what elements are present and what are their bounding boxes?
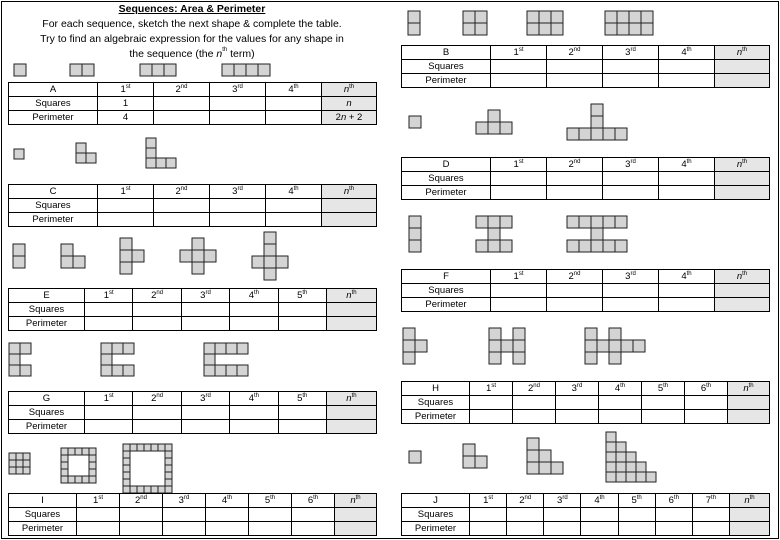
column-header: 3rd (603, 46, 659, 60)
nth-term-header: $n^{th}$ (728, 382, 770, 396)
nth-term-header: $n^{th}$ (715, 46, 770, 60)
nth-term-cell-squares[interactable]: n (322, 97, 377, 111)
table-cell-perimeter[interactable] (210, 111, 266, 125)
table-cell-perimeter[interactable] (163, 522, 206, 536)
column-header: 2nd (154, 185, 210, 199)
nth-term-header: $n^{th}$ (715, 158, 770, 172)
table-cell-perimeter[interactable] (581, 522, 618, 536)
instruction-line-3: the sequence (the $n^{th}$ term) (129, 47, 255, 60)
column-header: 4th (230, 289, 278, 303)
table-cell-squares[interactable] (77, 508, 120, 522)
column-header: 1st (470, 494, 507, 508)
column-header: 4th (599, 382, 642, 396)
row-label-squares: Squares (9, 406, 85, 420)
nth-term-header: $n^{th}$ (322, 83, 377, 97)
table-cell-squares[interactable] (642, 396, 685, 410)
table-cell-perimeter[interactable] (266, 111, 322, 125)
table-cell-squares[interactable] (581, 508, 618, 522)
column-header: 6th (655, 494, 692, 508)
table-cell-perimeter[interactable] (685, 410, 728, 424)
table-cell-perimeter[interactable] (659, 74, 715, 88)
column-header: 6th (292, 494, 335, 508)
shape-b-3 (527, 11, 563, 35)
table-cell-squares[interactable] (120, 508, 163, 522)
nth-term-cell-perimeter[interactable] (326, 420, 376, 434)
table-cell-squares[interactable] (556, 396, 599, 410)
table-cell-perimeter[interactable] (655, 522, 692, 536)
table-cell-perimeter[interactable] (278, 420, 326, 434)
nth-term-cell-squares[interactable] (715, 60, 770, 74)
table-name: I (9, 494, 77, 508)
table-cell-perimeter[interactable] (491, 186, 547, 200)
column-header: 3rd (181, 392, 229, 406)
worksheet-title: Sequences: Area & Perimeter (118, 3, 266, 15)
table-h (401, 381, 770, 424)
table-j (401, 493, 770, 536)
nth-term-header: $n^{th}$ (335, 494, 377, 508)
shape-e-1 (13, 244, 25, 268)
nth-term-cell-perimeter[interactable]: 2n + 2 (322, 111, 377, 125)
table-cell-perimeter[interactable] (659, 186, 715, 200)
shape-f-1 (409, 216, 421, 252)
row-label-squares: Squares (402, 284, 491, 298)
table-cell-squares[interactable] (266, 199, 322, 213)
column-header: 1st (491, 46, 547, 60)
row-label-squares: Squares (402, 396, 470, 410)
table-cell-squares[interactable] (266, 97, 322, 111)
table-cell-squares[interactable] (85, 406, 133, 420)
table-name: C (9, 185, 98, 199)
table-cell-perimeter[interactable] (491, 74, 547, 88)
table-cell-perimeter[interactable] (120, 522, 163, 536)
table-cell-squares[interactable] (491, 284, 547, 298)
table-cell-perimeter[interactable] (547, 186, 603, 200)
column-header: 4th (266, 83, 322, 97)
row-label-squares: Squares (402, 172, 491, 186)
table-cell-squares[interactable] (249, 508, 292, 522)
shape-d-2 (476, 110, 512, 134)
table-cell-squares[interactable] (491, 172, 547, 186)
instruction-line-1: For each sequence, sketch the next shape & complete the table. (42, 18, 342, 30)
table-cell-squares[interactable] (230, 303, 278, 317)
row-label-perimeter: Perimeter (402, 410, 470, 424)
column-header: 4th (659, 270, 715, 284)
nth-term-cell-squares[interactable] (335, 508, 377, 522)
row-label-perimeter: Perimeter (9, 420, 85, 434)
table-i (8, 493, 377, 536)
column-header: 2nd (547, 270, 603, 284)
shape-g-3 (204, 343, 248, 376)
shape-b-4 (605, 11, 653, 35)
column-header: 5th (618, 494, 655, 508)
table-cell-perimeter[interactable] (292, 522, 335, 536)
table-cell-perimeter[interactable] (618, 522, 655, 536)
shape-e-3 (120, 238, 144, 274)
table-cell-squares[interactable] (599, 396, 642, 410)
table-a (8, 82, 377, 125)
nth-term-header: $n^{th}$ (326, 289, 376, 303)
table-name: H (402, 382, 470, 396)
nth-term-cell-perimeter[interactable] (715, 74, 770, 88)
shape-h-3 (585, 328, 645, 364)
table-cell-squares[interactable] (154, 97, 210, 111)
table-cell-squares[interactable] (544, 508, 581, 522)
row-label-squares: Squares (9, 303, 85, 317)
table-cell-squares[interactable] (692, 508, 729, 522)
table-name: A (9, 83, 98, 97)
table-cell-perimeter[interactable] (603, 298, 659, 312)
table-cell-squares[interactable] (470, 396, 513, 410)
table-cell-squares[interactable] (659, 60, 715, 74)
shape-j-4 (606, 432, 656, 482)
table-cell-perimeter[interactable] (266, 213, 322, 227)
nth-term-cell-squares[interactable] (728, 396, 770, 410)
table-cell-squares[interactable] (603, 60, 659, 74)
table-cell-squares[interactable] (513, 396, 556, 410)
table-cell-squares[interactable] (655, 508, 692, 522)
table-cell-perimeter[interactable] (154, 111, 210, 125)
row-label-perimeter: Perimeter (9, 213, 98, 227)
table-cell-perimeter[interactable] (154, 213, 210, 227)
table-cell-squares[interactable] (85, 303, 133, 317)
shape-d-3 (567, 104, 627, 140)
table-e (8, 288, 377, 331)
nth-term-cell-squares[interactable] (326, 303, 376, 317)
shape-h-2 (489, 328, 525, 364)
column-header: 3rd (603, 270, 659, 284)
table-cell-perimeter[interactable] (206, 522, 249, 536)
table-name: D (402, 158, 491, 172)
table-cell-squares[interactable] (206, 508, 249, 522)
table-cell-squares[interactable] (133, 406, 181, 420)
table-cell-perimeter[interactable] (513, 410, 556, 424)
nth-term-cell-squares[interactable] (715, 284, 770, 298)
column-header: 1st (491, 270, 547, 284)
table-cell-perimeter[interactable] (470, 522, 507, 536)
table-name: E (9, 289, 85, 303)
table-cell-perimeter[interactable] (603, 186, 659, 200)
shape-g-1 (9, 343, 31, 376)
column-header: 2nd (120, 494, 163, 508)
table-cell-perimeter[interactable] (77, 522, 120, 536)
table-cell-squares[interactable] (278, 303, 326, 317)
column-header: 4th (581, 494, 618, 508)
column-header: 2nd (133, 392, 181, 406)
row-label-perimeter: Perimeter (402, 74, 491, 88)
column-header: 3rd (163, 494, 206, 508)
shape-j-1 (409, 451, 421, 463)
table-cell-squares[interactable] (133, 303, 181, 317)
nth-term-cell-perimeter[interactable] (335, 522, 377, 536)
row-label-perimeter: Perimeter (402, 522, 470, 536)
table-cell-perimeter[interactable] (210, 213, 266, 227)
row-label-squares: Squares (9, 508, 77, 522)
table-cell-perimeter[interactable] (98, 213, 154, 227)
table-cell-squares[interactable] (491, 60, 547, 74)
table-cell-squares[interactable] (685, 396, 728, 410)
table-name: G (9, 392, 85, 406)
table-cell-squares[interactable] (547, 284, 603, 298)
table-cell-perimeter[interactable] (692, 522, 729, 536)
table-cell-perimeter[interactable] (85, 420, 133, 434)
column-header: 4th (266, 185, 322, 199)
table-cell-squares[interactable] (181, 406, 229, 420)
table-cell-perimeter[interactable] (603, 74, 659, 88)
table-cell-perimeter[interactable] (507, 522, 544, 536)
column-header: 1st (85, 289, 133, 303)
table-d (401, 157, 770, 200)
table-cell-squares[interactable] (181, 303, 229, 317)
column-header: 4th (206, 494, 249, 508)
column-header: 1st (98, 83, 154, 97)
column-header: 3rd (210, 83, 266, 97)
shape-i-3 (123, 444, 172, 493)
column-header: 2nd (154, 83, 210, 97)
shape-a-2 (70, 64, 94, 76)
table-cell-perimeter[interactable] (544, 522, 581, 536)
table-cell-perimeter[interactable] (85, 317, 133, 331)
table-cell-squares[interactable] (659, 284, 715, 298)
column-header: 3rd (544, 494, 581, 508)
column-header: 2nd (513, 382, 556, 396)
nth-term-cell-perimeter[interactable] (728, 410, 770, 424)
column-header: 4th (659, 46, 715, 60)
table-cell-squares[interactable] (470, 508, 507, 522)
row-label-squares: Squares (402, 60, 491, 74)
shape-h-1 (403, 328, 427, 364)
table-cell-perimeter[interactable]: 4 (98, 111, 154, 125)
column-header: 5th (278, 289, 326, 303)
table-cell-squares[interactable] (507, 508, 544, 522)
table-cell-squares[interactable] (547, 60, 603, 74)
column-header: 3rd (556, 382, 599, 396)
nth-term-header: $n^{th}$ (729, 494, 769, 508)
column-header: 6th (685, 382, 728, 396)
table-cell-squares[interactable] (163, 508, 206, 522)
table-cell-perimeter[interactable] (470, 410, 513, 424)
table-cell-perimeter[interactable] (181, 420, 229, 434)
shape-i-1 (9, 453, 30, 474)
table-cell-squares[interactable] (659, 172, 715, 186)
shape-e-5 (252, 232, 288, 280)
nth-term-cell-perimeter[interactable] (322, 213, 377, 227)
table-cell-perimeter[interactable] (133, 420, 181, 434)
shape-f-2 (476, 216, 512, 252)
table-cell-perimeter[interactable] (278, 317, 326, 331)
table-f (401, 269, 770, 312)
column-header: 2nd (507, 494, 544, 508)
nth-term-cell-squares[interactable] (715, 172, 770, 186)
table-name: B (402, 46, 491, 60)
shape-c-2 (76, 143, 96, 163)
column-header: 1st (491, 158, 547, 172)
row-label-squares: Squares (402, 508, 470, 522)
table-cell-perimeter[interactable] (659, 298, 715, 312)
row-label-perimeter: Perimeter (9, 522, 77, 536)
table-cell-perimeter[interactable] (249, 522, 292, 536)
nth-term-cell-perimeter[interactable] (326, 317, 376, 331)
table-cell-perimeter[interactable] (491, 298, 547, 312)
shape-a-4 (222, 64, 270, 76)
shape-c-3 (146, 138, 176, 168)
shape-g-2 (101, 343, 134, 376)
table-cell-perimeter[interactable] (133, 317, 181, 331)
column-header: 3rd (210, 185, 266, 199)
nth-term-cell-squares[interactable] (729, 508, 769, 522)
column-header: 4th (659, 158, 715, 172)
column-header: 1st (470, 382, 513, 396)
row-label-squares: Squares (9, 199, 98, 213)
nth-term-cell-squares[interactable] (322, 199, 377, 213)
table-cell-squares[interactable] (603, 284, 659, 298)
table-name: F (402, 270, 491, 284)
table-cell-squares[interactable] (618, 508, 655, 522)
column-header: 4th (230, 392, 278, 406)
shape-d-1 (409, 116, 421, 128)
table-cell-squares[interactable] (210, 199, 266, 213)
column-header: 1st (85, 392, 133, 406)
shape-a-3 (140, 64, 176, 76)
shape-a-1 (14, 64, 26, 76)
row-label-perimeter: Perimeter (402, 298, 491, 312)
nth-term-header: $n^{th}$ (715, 270, 770, 284)
table-name: J (402, 494, 470, 508)
table-cell-squares[interactable] (278, 406, 326, 420)
table-cell-squares[interactable] (98, 199, 154, 213)
table-cell-perimeter[interactable] (599, 410, 642, 424)
column-header: 3rd (603, 158, 659, 172)
column-header: 5th (642, 382, 685, 396)
column-header: 2nd (547, 46, 603, 60)
table-g (8, 391, 377, 434)
shape-j-2 (463, 444, 487, 468)
shape-c-1 (14, 149, 24, 159)
nth-term-header: $n^{th}$ (322, 185, 377, 199)
table-cell-squares[interactable] (603, 172, 659, 186)
shape-b-1 (408, 11, 420, 35)
table-cell-perimeter[interactable] (230, 420, 278, 434)
column-header: 2nd (133, 289, 181, 303)
shape-i-2 (61, 448, 96, 483)
table-cell-squares[interactable] (154, 199, 210, 213)
table-cell-perimeter[interactable] (181, 317, 229, 331)
table-c (8, 184, 377, 227)
table-cell-squares[interactable] (547, 172, 603, 186)
table-b (401, 45, 770, 88)
column-header: 1st (98, 185, 154, 199)
instruction-line-2: Try to find an algebraic expression for the values for any shape in (40, 33, 344, 45)
column-header: 3rd (181, 289, 229, 303)
shape-e-4 (180, 238, 216, 274)
table-cell-perimeter[interactable] (547, 298, 603, 312)
table-cell-perimeter[interactable] (642, 410, 685, 424)
nth-term-header: $n^{th}$ (326, 392, 376, 406)
table-cell-squares[interactable] (210, 97, 266, 111)
nth-term-cell-perimeter[interactable] (729, 522, 769, 536)
column-header: 7th (692, 494, 729, 508)
table-cell-perimeter[interactable] (556, 410, 599, 424)
shape-e-2 (61, 244, 85, 268)
column-header: 2nd (547, 158, 603, 172)
shape-b-2 (463, 11, 487, 35)
column-header: 5th (278, 392, 326, 406)
column-header: 5th (249, 494, 292, 508)
row-label-perimeter: Perimeter (402, 186, 491, 200)
row-label-squares: Squares (9, 97, 98, 111)
table-cell-perimeter[interactable] (547, 74, 603, 88)
table-cell-squares[interactable]: 1 (98, 97, 154, 111)
nth-term-cell-perimeter[interactable] (715, 186, 770, 200)
nth-term-cell-perimeter[interactable] (715, 298, 770, 312)
shape-f-3 (567, 216, 627, 252)
nth-term-cell-squares[interactable] (326, 406, 376, 420)
shape-j-3 (527, 438, 563, 474)
row-label-perimeter: Perimeter (9, 317, 85, 331)
column-header: 1st (77, 494, 120, 508)
table-cell-squares[interactable] (230, 406, 278, 420)
table-cell-perimeter[interactable] (230, 317, 278, 331)
table-cell-squares[interactable] (292, 508, 335, 522)
row-label-perimeter: Perimeter (9, 111, 98, 125)
